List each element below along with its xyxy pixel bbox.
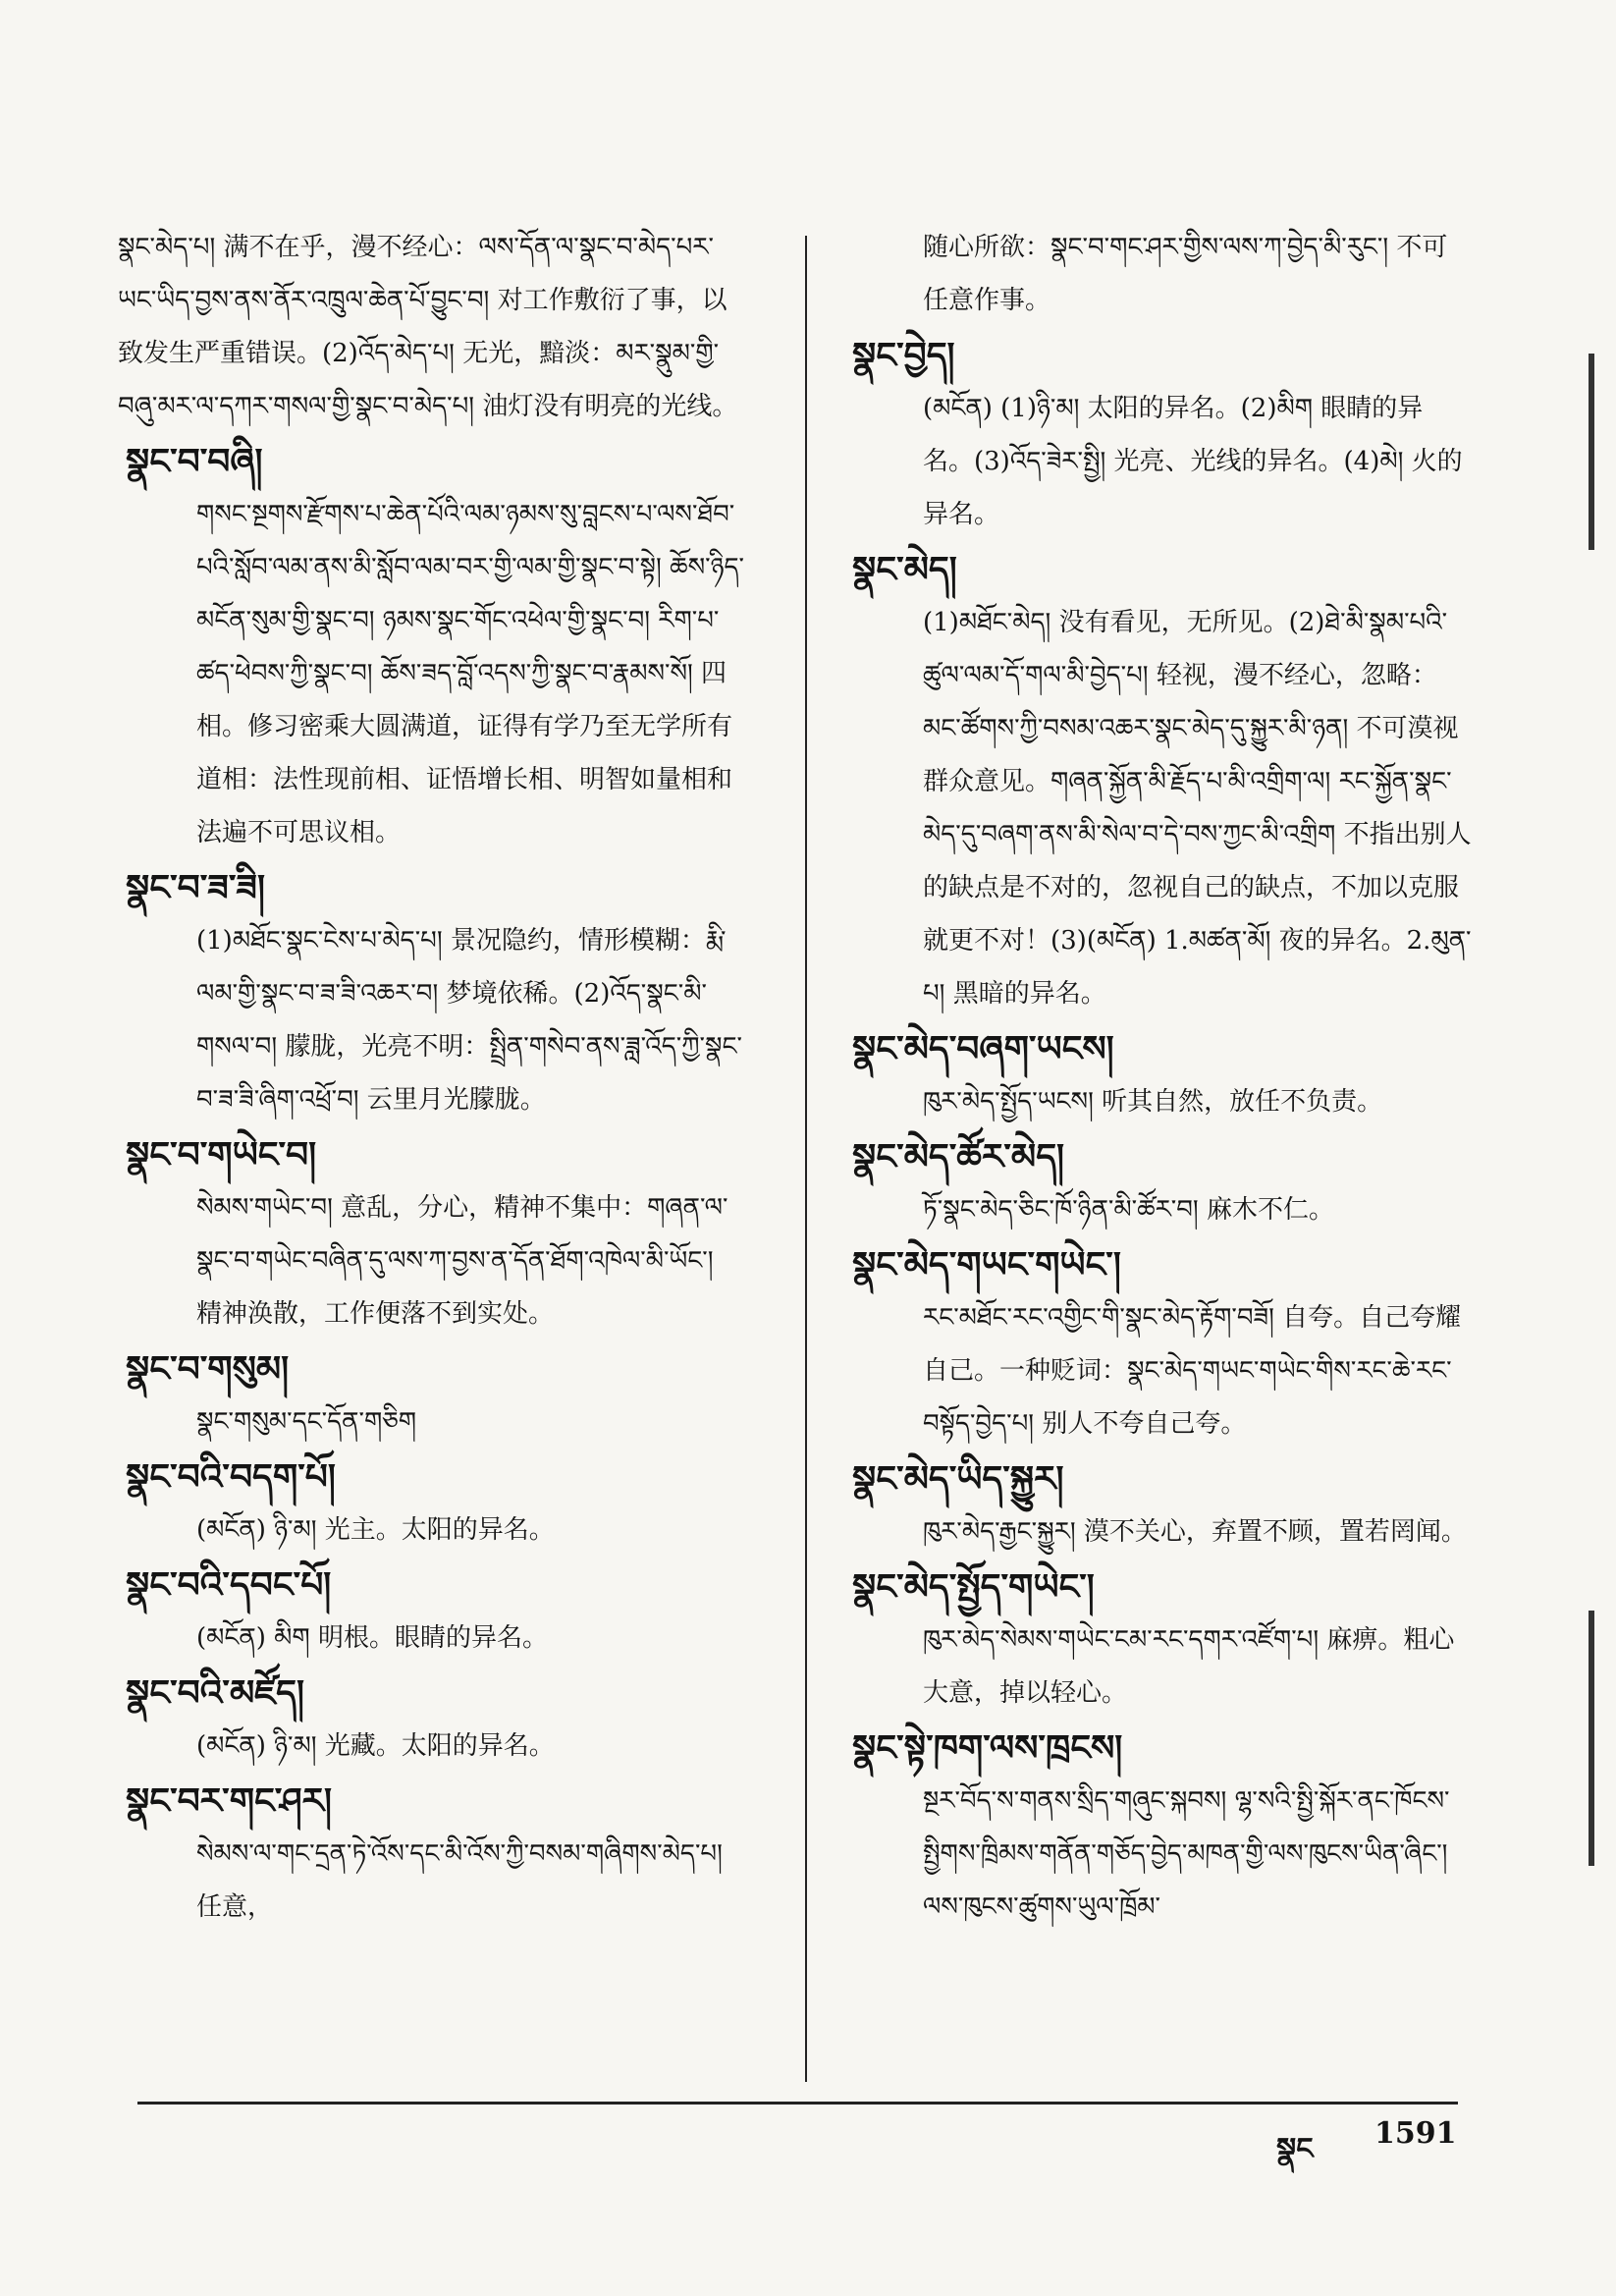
- margin-mark: [1589, 1611, 1594, 1866]
- dictionary-entry: [844, 543, 1473, 1020]
- running-head-word: སྣང: [1276, 2132, 1314, 2166]
- entry-definition: སེམས་གཡེང་བ། 意乱，分心，精神不集中：གཞན་ལ་སྣང་བ་གཡེང་བཞིན་དུ་ལས་ཀ་བྱས་ན་དོན་ཐོག་འཁེལ་མི་ཡོང་། 精神涣散，工作便落不到实处。: [196, 1193, 728, 1329]
- dictionary-entry: [118, 1558, 746, 1665]
- entry-definition: ཁུར་མེད་སྤྱོད་ཡངས། 听其自然，放任不负责。: [923, 1087, 1383, 1117]
- entry-definition: (1)མཐོང་སྣང་ངེས་པ་མེད་པ། 景况隐约，情形模糊：རྨི་ལམ་གྱི་སྣང་བ་ཟ་ཟི་འཆར་བ། 梦境依稀。(2)འོད་སྣང་མི་གསལ་བ། 朦胧，光亮不明：སྤྲིན་གསེབ་ནས་ཟླ་འོད་ཀྱི་སྣང་བ་ཟ་ཟི་ཞིག་འཕྲོ་བ། 云里月光朦胧。: [196, 926, 742, 1115]
- entry-headword: སྣང་མེད་ཡིད་སྐྱུར།: [852, 1458, 1064, 1500]
- entry-headword: སྣང་མེད་བཞག་ཡངས།: [852, 1028, 1114, 1069]
- entry-headword: སྣང་མེད།: [852, 549, 957, 590]
- entry-definition: སྣང་གསུམ་དང་དོན་གཅིག: [196, 1407, 417, 1437]
- entry-headword: སྣང་མེད་སྤྱོད་གཡེང་།: [852, 1566, 1095, 1608]
- entry-definition: གསང་སྔགས་རྫོགས་པ་ཆེན་པོའི་ལམ་ཉམས་སུ་བླངས་པ་ལས་ཐོབ་པའི་སློབ་ལམ་ནས་མི་སློབ་ལམ་བར་གྱི་ལམ་གྱི་སྣང་བ་སྟེ། ཆོས་ཉིད་མངོན་སུམ་གྱི་སྣང་བ། ཉམས་སྣང་གོང་འཕེལ་གྱི་སྣང་བ། རིག་པ་ཚད་ཕེབས་ཀྱི་སྣང་བ། ཆོས་ཟད་བློ་འདས་ཀྱི་སྣང་བ་རྣམས་སོ། 四相。修习密乘大圆满道，证得有学乃至无学所有道相：法性现前相、证悟增长相、明智如量相和法遍不可思议相。: [196, 500, 745, 847]
- entry-definition: སྔར་བོད་ས་གནས་སྲིད་གཞུང་སྐབས། ལྷ་སའི་སྤྱི་སྐོར་ནང་ཁོངས་སྤྱིགས་ཁྲིམས་གནོན་གཅོད་བྱེད་མཁན་གྱི་ལས་ཁུངས་ཡིན་ཞིང་། ལས་ཁུངས་ཚུགས་ཡུལ་ཁྲོམ་: [923, 1786, 1450, 1922]
- dictionary-entry: [844, 1560, 1473, 1720]
- entry-definition: ཁུར་མེད་རྒྱང་སྐྱུར། 漠不关心，弃置不顾，置若罔闻。: [923, 1517, 1467, 1547]
- margin-mark: [1589, 354, 1594, 550]
- entry-definition: 随心所欲：སྣང་བ་གང་ཤར་གྱིས་ལས་ཀ་བྱེད་མི་རུང་། 不可任意作事。: [923, 233, 1448, 315]
- dictionary-entry: [844, 1452, 1473, 1558]
- dictionary-entry: [118, 1450, 746, 1557]
- dictionary-entry: [844, 1130, 1473, 1236]
- entry-definition: ཁུར་མེད་སེམས་གཡེང་ངམ་རང་དགར་འཛོག་པ། 麻痹。粗心大意，掉以轻心。: [923, 1625, 1455, 1708]
- entry-headword: སྣང་མེད་གཡང་གཡེང་།: [852, 1244, 1121, 1285]
- entry-headword: སྣང་བྱེད།: [852, 335, 955, 376]
- entry-headword: སྣང་བ་བཞི།: [126, 441, 263, 482]
- dictionary-entry: [118, 861, 746, 1126]
- dictionary-entry: [118, 435, 746, 859]
- dictionary-entry: [844, 1022, 1473, 1128]
- dictionary-entry: [118, 221, 746, 433]
- dictionary-entry: [118, 1128, 746, 1340]
- left-column: [118, 221, 746, 2067]
- footer-rule: [137, 2102, 1458, 2105]
- entry-definition: སྣང་མེད་པ། 满不在乎，漫不经心：ལས་དོན་ལ་སྣང་བ་མེད་པར་ཡང་ཡིད་བྱས་ནས་ནོར་འཁྲུལ་ཆེན་པོ་བྱུང་བ། 对工作敷衍了事，以致发生严重错误。(2)འོད་མེད་པ། 无光，黯淡：མར་སྣུམ་གྱི་བཞུ་མར་ལ་དཀར་གསལ་གྱི་སྣང་བ་མེད་པ། 油灯没有明亮的光线。: [118, 233, 738, 421]
- entry-headword: སྣང་བའི་དབང་པོ།: [126, 1564, 332, 1606]
- entry-headword: སྣང་བའི་མཛོད།: [126, 1672, 305, 1714]
- entry-definition: (མངོན) ཉི་མ། 光藏。太阳的异名。: [196, 1731, 555, 1761]
- dictionary-entry: [844, 1722, 1473, 1934]
- dictionary-entry: [118, 1775, 746, 1934]
- entry-headword: སྣང་སྟེ་ཁག་ལས་ཁྲངས།: [852, 1727, 1123, 1769]
- entry-headword: སྣང་བ་གསུམ།: [126, 1348, 290, 1390]
- right-column: [844, 221, 1473, 2067]
- entry-definition: (མངོན) མིག 明根。眼睛的异名。: [196, 1623, 548, 1653]
- entry-definition: རང་མཐོང་རང་འགྱིང་གི་སྣང་མེད་རྟོག་བཟོ། 自夸。自己夸耀自己。一种贬词：སྣང་མེད་གཡང་གཡེང་གིས་རང་ཆེ་རང་བསྟོད་བྱེད་པ། 别人不夸自己夸。: [923, 1303, 1462, 1439]
- page-number: 1591: [1374, 2116, 1457, 2151]
- entry-definition: (མངོན) (1)ཉི་མ། 太阳的异名。(2)མིག 眼睛的异名。(3)འོད་ཟེར་སྤྱི། 光亮、光线的异名。(4)མེ། 火的异名。: [923, 394, 1463, 529]
- entry-headword: སྣང་བ་གཡེང་བ།: [126, 1134, 317, 1175]
- dictionary-entry: [844, 1238, 1473, 1450]
- entry-headword: སྣང་མེད་ཚོར་མེད།: [852, 1136, 1065, 1177]
- dictionary-entry: [844, 329, 1473, 541]
- dictionary-entry: [118, 1667, 746, 1773]
- entry-definition: (མངོན) ཉི་མ། 光主。太阳的异名。: [196, 1515, 555, 1545]
- entry-headword: སྣང་བ་ཟ་ཟི།: [126, 867, 265, 908]
- dictionary-entry: [118, 1342, 746, 1449]
- entry-headword: སྣང་བར་གང་ཤར།: [126, 1780, 333, 1822]
- dictionary-entry: [844, 221, 1473, 327]
- entry-definition: (1)མཐོང་མེད། 没有看见，无所见。(2)ཐེ་མི་སྣམ་པའི་ཚུལ་ལམ་དོ་གལ་མི་བྱེད་པ། 轻视，漫不经心，忽略：མང་ཚོགས་ཀྱི་བསམ་འཆར་སྣང་མེད་དུ་སྐྱུར་མི་ཉན། 不可漠视群众意见。གཞན་སྐྱོན་མི་རྗོད་པ་མི་འགྲིག་ལ། རང་སྐྱོན་སྣང་མེད་དུ་བཞག་ནས་མི་སེལ་བ་དེ་བས་ཀྱང་མི་འགྲིག 不指出别人的缺点是不对的，忽视自己的缺点，不加以克服就更不对！(3)(མངོན) 1.མཚན་མོ། 夜的异名。2.མུན་པ། 黑暗的异名。: [923, 608, 1472, 1009]
- entry-definition: སེམས་ལ་གང་དྲན་ཏེ་འོས་དང་མི་འོས་ཀྱི་བསམ་གཞིགས་མེད་པ། 任意，: [196, 1839, 723, 1922]
- column-divider: [805, 236, 807, 2082]
- entry-definition: ཏོ་སྣང་མེད་ཅིང་ཁོ་ཉིན་མི་ཚོར་བ། 麻木不仁。: [923, 1195, 1334, 1225]
- entry-headword: སྣང་བའི་བདག་པོ།: [126, 1456, 336, 1498]
